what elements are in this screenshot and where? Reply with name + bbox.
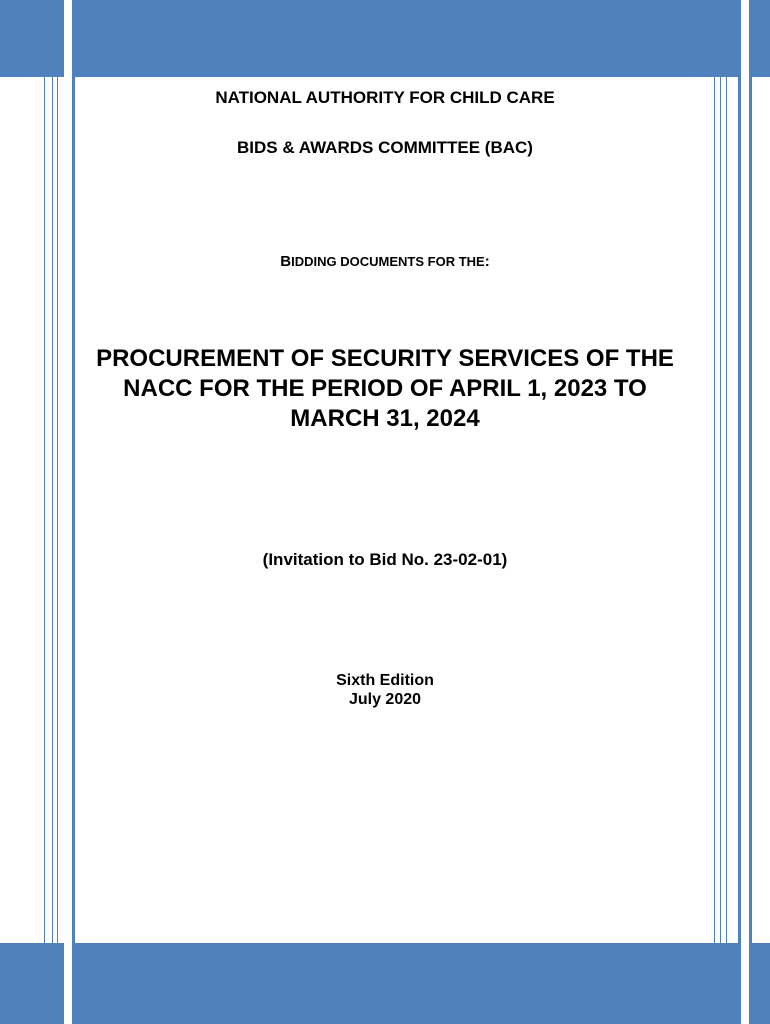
bidding-rest: IDDING DOCUMENTS FOR THE: [291, 254, 485, 269]
right-border-rule: [714, 77, 715, 943]
bidding-documents-label: [0, 253, 770, 270]
left-border-rule: [52, 77, 53, 943]
left-border-rule: [57, 77, 58, 943]
edition-info: [0, 671, 770, 709]
invitation-number: (Invitation to Bid No. 23-02-01): [262, 550, 508, 569]
bidding-initial: B: [280, 253, 292, 270]
procurement-title: PROCUREMENT OF SECURITY SERVICES OF THE NACC FOR THE PERIOD OF APRIL 1, 2023 TO MARCH 31, 2024: [96, 345, 674, 432]
edition-name: Sixth Edition: [336, 672, 434, 689]
agency-name: NATIONAL AUTHORITY FOR CHILD CARE: [215, 88, 555, 107]
edition-date: July 2020: [348, 691, 422, 708]
left-border-rule: [44, 77, 45, 943]
committee-name: BIDS & AWARDS COMMITTEE (BAC): [237, 138, 533, 157]
bottom-decorative-band: [0, 943, 770, 1024]
top-decorative-band: [0, 0, 770, 77]
right-border-rule: [720, 77, 721, 943]
right-border-rule: [726, 77, 727, 943]
bidding-suffix: :: [484, 253, 490, 270]
